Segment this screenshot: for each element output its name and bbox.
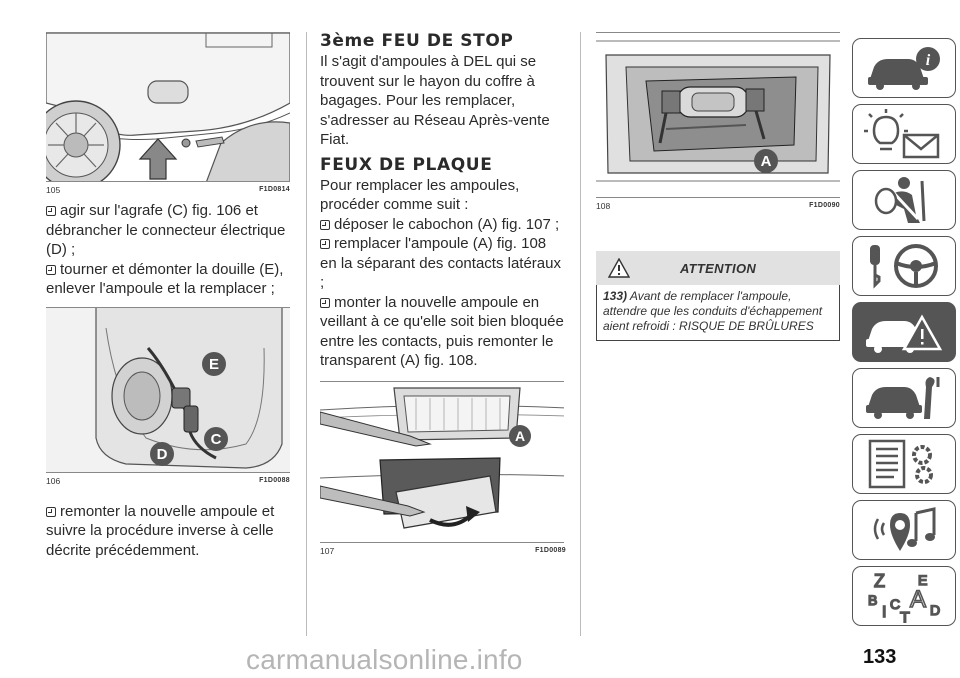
list-item: agir sur l'agrafe (C) fig. 106 et débrancher le connecteur électrique (D) ;: [46, 202, 286, 258]
list-item: tourner et démonter la douille (E), enlever l'ampoule et la remplacer ;: [46, 260, 284, 297]
column-1: [46, 32, 290, 560]
callout-e: E: [208, 355, 220, 373]
list-item: remplacer l'ampoule (A) fig. 108 en la séparant des contacts latéraux ;: [320, 235, 561, 291]
plate-light-lens-illustration: [320, 382, 564, 543]
warning-text: Avant de remplacer l'ampoule, attendre que les conduits d'échappement aient refroidi : RISQUE DE BRÛLURES: [603, 289, 823, 333]
warning-number: 133): [603, 289, 628, 303]
attention-box: [596, 251, 840, 341]
airbag-seatbelt-icon: [864, 175, 944, 225]
car-breakdown-icon: [864, 307, 944, 357]
index-letter: C: [890, 596, 901, 612]
figure-108: [596, 32, 840, 198]
paragraph: Pour remplacer les ampoules, procéder comme suit :: [320, 176, 520, 213]
tab-emergency[interactable]: [852, 302, 956, 362]
figure-code: F1D0090: [809, 202, 840, 209]
index-letter: I: [882, 604, 887, 621]
index-letter: B: [868, 592, 878, 608]
checkbox-bullet-icon: [320, 220, 330, 230]
figure-106: [46, 307, 290, 473]
instruction-list-a: [46, 201, 290, 299]
figure-number: 105: [46, 185, 61, 195]
multimedia-icon: [864, 505, 944, 555]
checkbox-bullet-icon: [320, 298, 330, 308]
index-letter: D: [930, 602, 941, 618]
checkbox-bullet-icon: [46, 206, 56, 216]
column-2: [320, 30, 566, 556]
callout-d: D: [156, 445, 168, 463]
callout-a: A: [514, 427, 526, 444]
figure-code: F1D0089: [535, 546, 566, 554]
figure-107-caption: [320, 543, 566, 556]
checkbox-bullet-icon: [46, 265, 56, 275]
index-icon: [864, 569, 944, 623]
figure-code: F1D0814: [259, 186, 290, 193]
technical-data-icon: [864, 439, 944, 489]
column-3: [596, 32, 840, 341]
column-divider: [580, 32, 581, 636]
tab-maintenance[interactable]: [852, 368, 956, 428]
tab-car-info[interactable]: [852, 38, 956, 98]
attention-body: [596, 285, 840, 341]
tab-technical-data[interactable]: [852, 434, 956, 494]
svg-text:i: i: [925, 52, 931, 69]
warning-triangle-icon: [608, 258, 630, 278]
callout-a: A: [760, 153, 772, 170]
figure-106-caption: [46, 473, 290, 486]
car-info-icon: [864, 43, 944, 93]
checkbox-bullet-icon: [46, 507, 56, 517]
instruction-list: [320, 215, 566, 371]
figure-number: 107: [320, 545, 335, 556]
page-number: 133: [863, 646, 897, 668]
figure-107: [320, 381, 564, 543]
tab-index[interactable]: [852, 566, 956, 626]
rear-bumper-illustration: [46, 33, 290, 182]
list-item: déposer le cabochon (A) fig. 107 ;: [320, 215, 566, 235]
tab-safety[interactable]: [852, 170, 956, 230]
figure-105: [46, 32, 290, 182]
index-letter: T: [900, 610, 910, 623]
figure-number: 106: [46, 475, 61, 486]
checkbox-bullet-icon: [320, 239, 330, 249]
figure-code: F1D0088: [259, 476, 290, 484]
key-steering-wheel-icon: [864, 241, 944, 291]
callout-c: C: [210, 430, 222, 448]
attention-title: ATTENTION: [679, 260, 757, 276]
list-item: monter la nouvelle ampoule en veillant à ce qu'elle soit bien bloquée entre les contacts, puis remonter le transparent (A) fig. 108.: [320, 293, 564, 369]
index-letter: E: [918, 572, 928, 588]
dashboard-lights-icon: [864, 109, 944, 159]
figure-number: 108: [596, 201, 611, 211]
tab-multimedia[interactable]: [852, 500, 956, 560]
paragraph: Il s'agit d'ampoules à DEL qui se trouvent sur le hayon du coffre à bagages. Pour les remplacer, s'adresser au Réseau Après-vente Fiat.: [320, 53, 550, 148]
heading-plate-lights: FEUX DE PLAQUE: [320, 154, 493, 175]
watermark: carmanualsonline.info: [246, 644, 523, 675]
car-maintenance-icon: [864, 373, 944, 423]
figure-108-caption: [596, 198, 840, 211]
rear-light-socket-illustration: [46, 308, 290, 473]
figure-105-caption: [46, 182, 290, 195]
instruction-list-b: [46, 502, 290, 561]
attention-header: [596, 251, 840, 285]
index-letter: Z: [874, 571, 885, 591]
tab-starting-driving[interactable]: [852, 236, 956, 296]
column-divider: [306, 32, 307, 636]
index-letter: A: [910, 586, 927, 613]
heading-third-brake-light: 3ème FEU DE STOP: [320, 31, 514, 51]
list-item: remonter la nouvelle ampoule et suivre la procédure inverse à celle décrite précédemment.: [46, 502, 275, 559]
tab-dashboard-lights[interactable]: [852, 104, 956, 164]
arrow-up-icon: [140, 139, 176, 179]
plate-light-bulb-illustration: [596, 33, 840, 198]
